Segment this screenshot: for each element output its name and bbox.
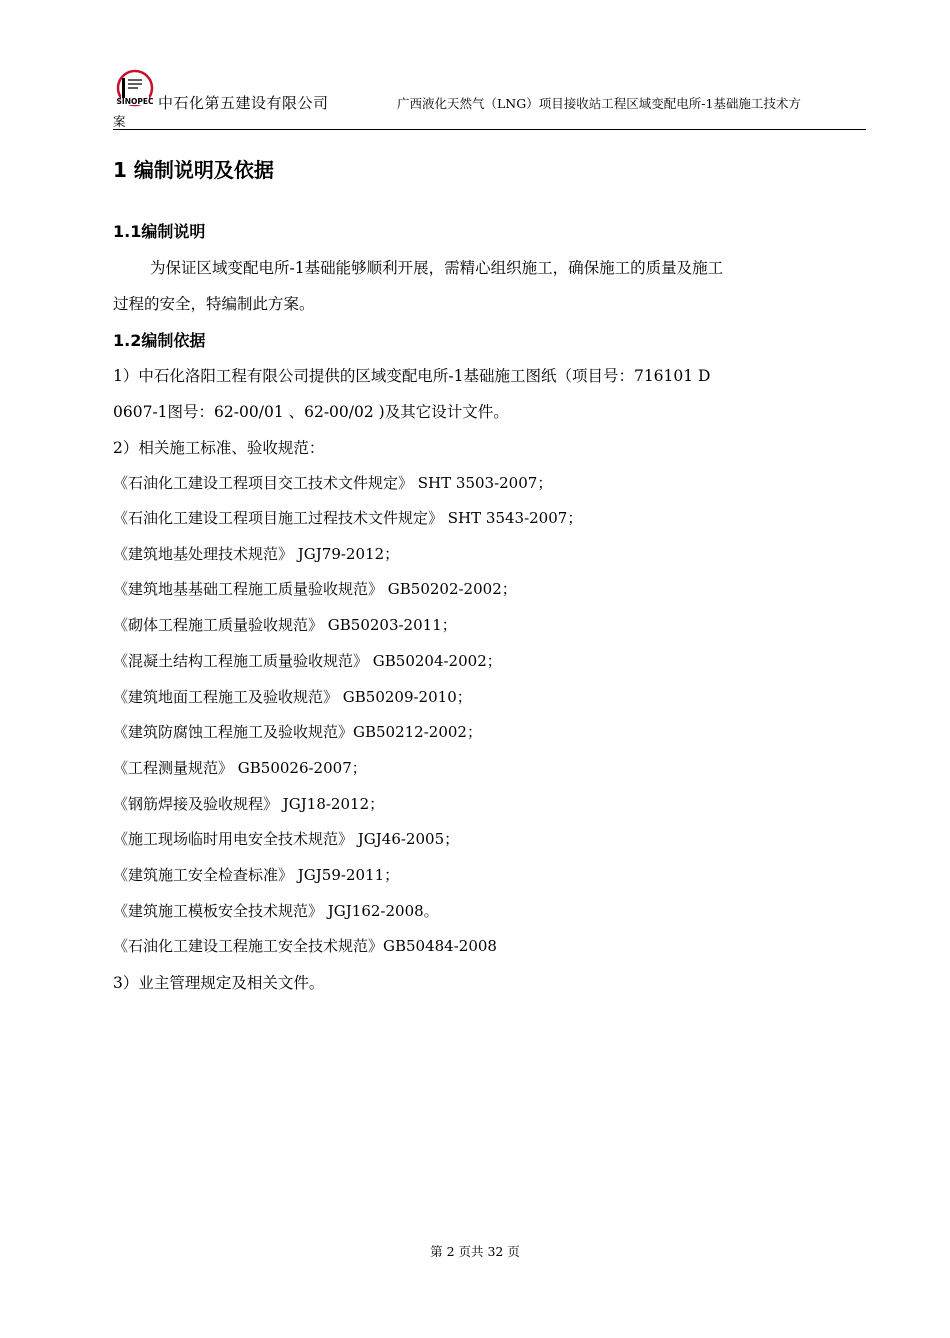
company-name: 中石化第五建设有限公司 [158, 94, 329, 112]
sinopec-logo-icon [113, 68, 157, 110]
standard-item: 《建筑施工模板安全技术规范》 JGJ162-2008。 [113, 902, 439, 920]
basis-item1-line2: 0607-1图号：62-00/01 、62-00/02 )及其它设计文件。 [113, 403, 509, 421]
intro-paragraph-line2: 过程的安全，特编制此方案。 [113, 295, 315, 313]
basis-item2: 2）相关施工标准、验收规范： [113, 439, 325, 457]
section-1-1-title: 1.1编制说明 [113, 222, 206, 241]
standard-item: 《建筑地面工程施工及验收规范》 GB50209-2010； [113, 688, 472, 706]
project-title-wrap: 案 [113, 114, 126, 129]
standard-item: 《石油化工建设工程施工安全技术规范》GB50484-2008 [113, 937, 497, 955]
section-1-title: 1 编制说明及依据 [113, 158, 274, 182]
standard-item: 《工程测量规范》 GB50026-2007； [113, 759, 367, 777]
svg-text:SINOPEC: SINOPEC [116, 97, 154, 106]
section-1-2-title: 1.2编制依据 [113, 331, 206, 350]
standard-item: 《建筑施工安全检查标准》 JGJ59-2011； [113, 866, 400, 884]
standard-item: 《施工现场临时用电安全技术规范》 JGJ46-2005； [113, 830, 460, 848]
standard-item: 《钢筋焊接及验收规程》 JGJ18-2012； [113, 795, 385, 813]
basis-item3: 3）业主管理规定及相关文件。 [113, 974, 325, 992]
project-title: 广西液化天然气（LNG）项目接收站工程区域变配电所-1基础施工技术方 [397, 96, 801, 111]
intro-paragraph-line1: 为保证区域变配电所-1基础能够顺利开展，需精心组织施工，确保施工的质量及施工 [150, 259, 724, 277]
standard-item: 《建筑地基处理技术规范》 JGJ79-2012； [113, 545, 400, 563]
standard-item: 《混凝土结构工程施工质量验收规范》 GB50204-2002； [113, 652, 502, 670]
standard-item: 《砌体工程施工质量验收规范》 GB50203-2011； [113, 616, 457, 634]
page-header [113, 68, 866, 130]
basis-item1-line1: 1）中石化洛阳工程有限公司提供的区域变配电所-1基础施工图纸（项目号：716101 D [113, 367, 711, 385]
standard-item: 《建筑防腐蚀工程施工及验收规范》GB50212-2002； [113, 723, 482, 741]
standard-item: 《建筑地基基础工程施工质量验收规范》 GB50202-2002； [113, 580, 517, 598]
standard-item: 《石油化工建设工程项目交工技术文件规定》 SHT 3503-2007； [113, 474, 553, 492]
page-number: 第 2 页共 32 页 [430, 1244, 520, 1259]
standard-item: 《石油化工建设工程项目施工过程技术文件规定》 SHT 3543-2007； [113, 509, 583, 527]
header-rule [113, 129, 866, 130]
